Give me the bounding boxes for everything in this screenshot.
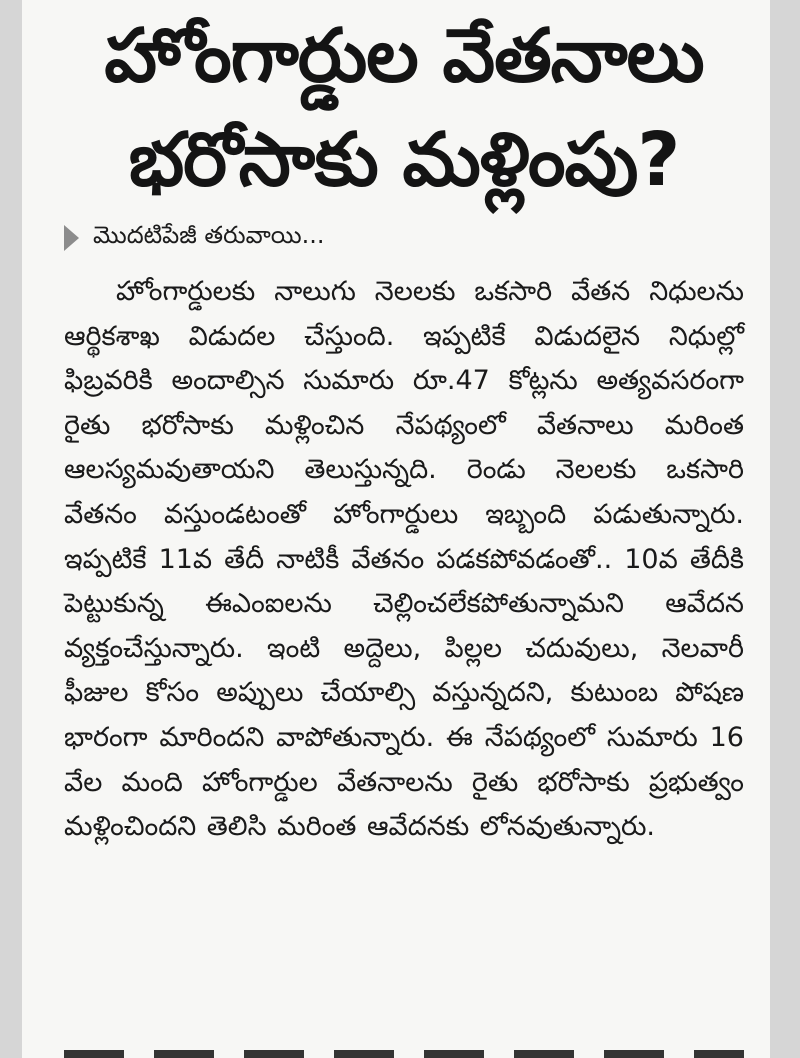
headline-line-2: భరోసాకు మళ్లింపు?	[128, 117, 680, 203]
next-headline-fragment	[64, 1050, 744, 1058]
article-body: హోంగార్డులకు నాలుగు నెలలకు ఒకసారి వేతన నిధులను ఆర్థికశాఖ విడుదల చేస్తుంది. ఇప్పటికే విడుదలైన నిధుల్లో ఫిబ్రవరికి అందాల్సిన సుమారు రూ.47 కోట్లను అత్యవసరంగా రైతు భరోసాకు మళ్లించిన నేపథ్యంలో వేతనాలు మరింత ఆలస్యమవుతాయని తెలుస్తున్నది. రెండు నెలలకు ఒకసారి వేతనం వస్తుండటంతో హోంగార్డులు ఇబ్బంది పడుతున్నారు. ఇప్పటికే 11వ తేదీ నాటికీ వేతనం పడకపోవడంతో.. 10వ తేదీకి పెట్టుకున్న ఈఎంఐలను చెల్లించలేకపోతున్నామని ఆవేదన వ్యక్తంచేస్తున్నారు. ఇంటి అద్దెలు, పిల్లల చదువులు, నెలవారీ ఫీజుల కోసం అప్పులు చేయాల్సి వస్తున్నదని, కుటుంబ పోషణ భారంగా మారిందని వాపోతున్నారు. ఈ నేపథ్యంలో సుమారు 16 వేల మంది హోంగార్డుల వేతనాలను రైతు భరోసాకు ప్రభుత్వం మళ్లించిందని తెలిసి మరింత ఆవేదనకు లోనవుతున్నారు.	[64, 276, 744, 843]
continuation-text: మొదటిపేజీ తరువాయి...	[93, 221, 325, 249]
headline-line-1: హోంగార్డుల వేతనాలు	[104, 13, 704, 99]
continuation-marker	[64, 216, 744, 260]
newspaper-clipping	[22, 0, 770, 1058]
triangle-right-icon	[64, 225, 79, 251]
